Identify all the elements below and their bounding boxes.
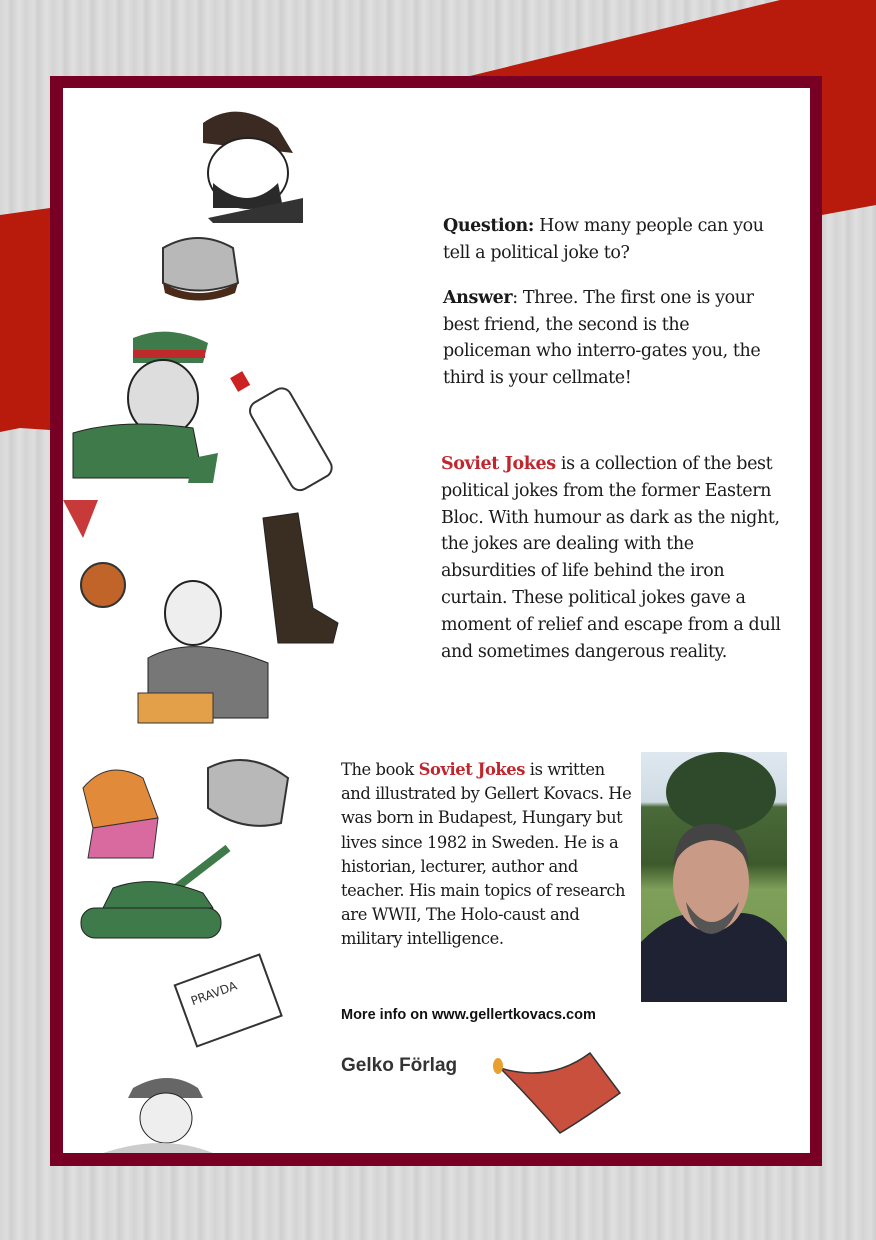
- vodka-bottle-illustration: [230, 371, 335, 494]
- tank-illustration: [81, 848, 228, 938]
- svg-text:PRAVDA: PRAVDA: [188, 978, 239, 1009]
- spy-illustration: [103, 1078, 213, 1153]
- fur-hat-illustration-2: [208, 760, 288, 826]
- question-text: [443, 213, 783, 266]
- question-body: How many people can you tell a political joke to?: [443, 216, 764, 263]
- bearded-man-hat-illustration: [203, 112, 303, 223]
- babushka-illustration: [83, 770, 158, 858]
- question-label: Question:: [443, 216, 534, 236]
- book-title: Soviet Jokes: [441, 454, 556, 474]
- boot-illustration: [263, 513, 338, 643]
- red-flag-illustration: [490, 1048, 630, 1138]
- medal-illustration: [63, 500, 125, 607]
- author-bio: [341, 758, 636, 952]
- answer-label: Answer: [443, 288, 513, 308]
- bio-body: is written and illustrated by Gellert Kovacs. He was born in Budapest, Hungary but lives since 1982 in Sweden. He is a historian, lecturer, author and teacher. His main topics of research are WWII, The Holo-caust and military intelligence.: [341, 760, 632, 949]
- illustrations-column: [63, 88, 363, 1153]
- politician-podium-illustration: [138, 581, 268, 723]
- book-description: [441, 451, 781, 665]
- bio-book-title: Soviet Jokes: [418, 760, 526, 779]
- author-photo: [641, 752, 787, 1002]
- pravda-newspaper-illustration: [175, 955, 282, 1047]
- bio-prefix: The book: [341, 760, 419, 779]
- answer-text: [443, 285, 773, 391]
- more-info-link: More info on www.gellertkovacs.com: [341, 1007, 596, 1023]
- fur-hat-illustration: [163, 238, 238, 301]
- publisher-name: Gelko Förlag: [341, 1055, 458, 1076]
- soviet-officer-illustration: [73, 332, 218, 483]
- answer-body: : Three. The first one is your best friend, the second is the policeman who interro-gates you, the third is your cellmate!: [443, 288, 761, 388]
- description-body: is a collection of the best political jokes from the former Eastern Bloc. With humour as dark as the night, the jokes are dealing with the absurdities of life behind the iron curtain. These political jokes gave a moment of relief and escape from a dull and sometimes dangerous reality.: [441, 454, 781, 662]
